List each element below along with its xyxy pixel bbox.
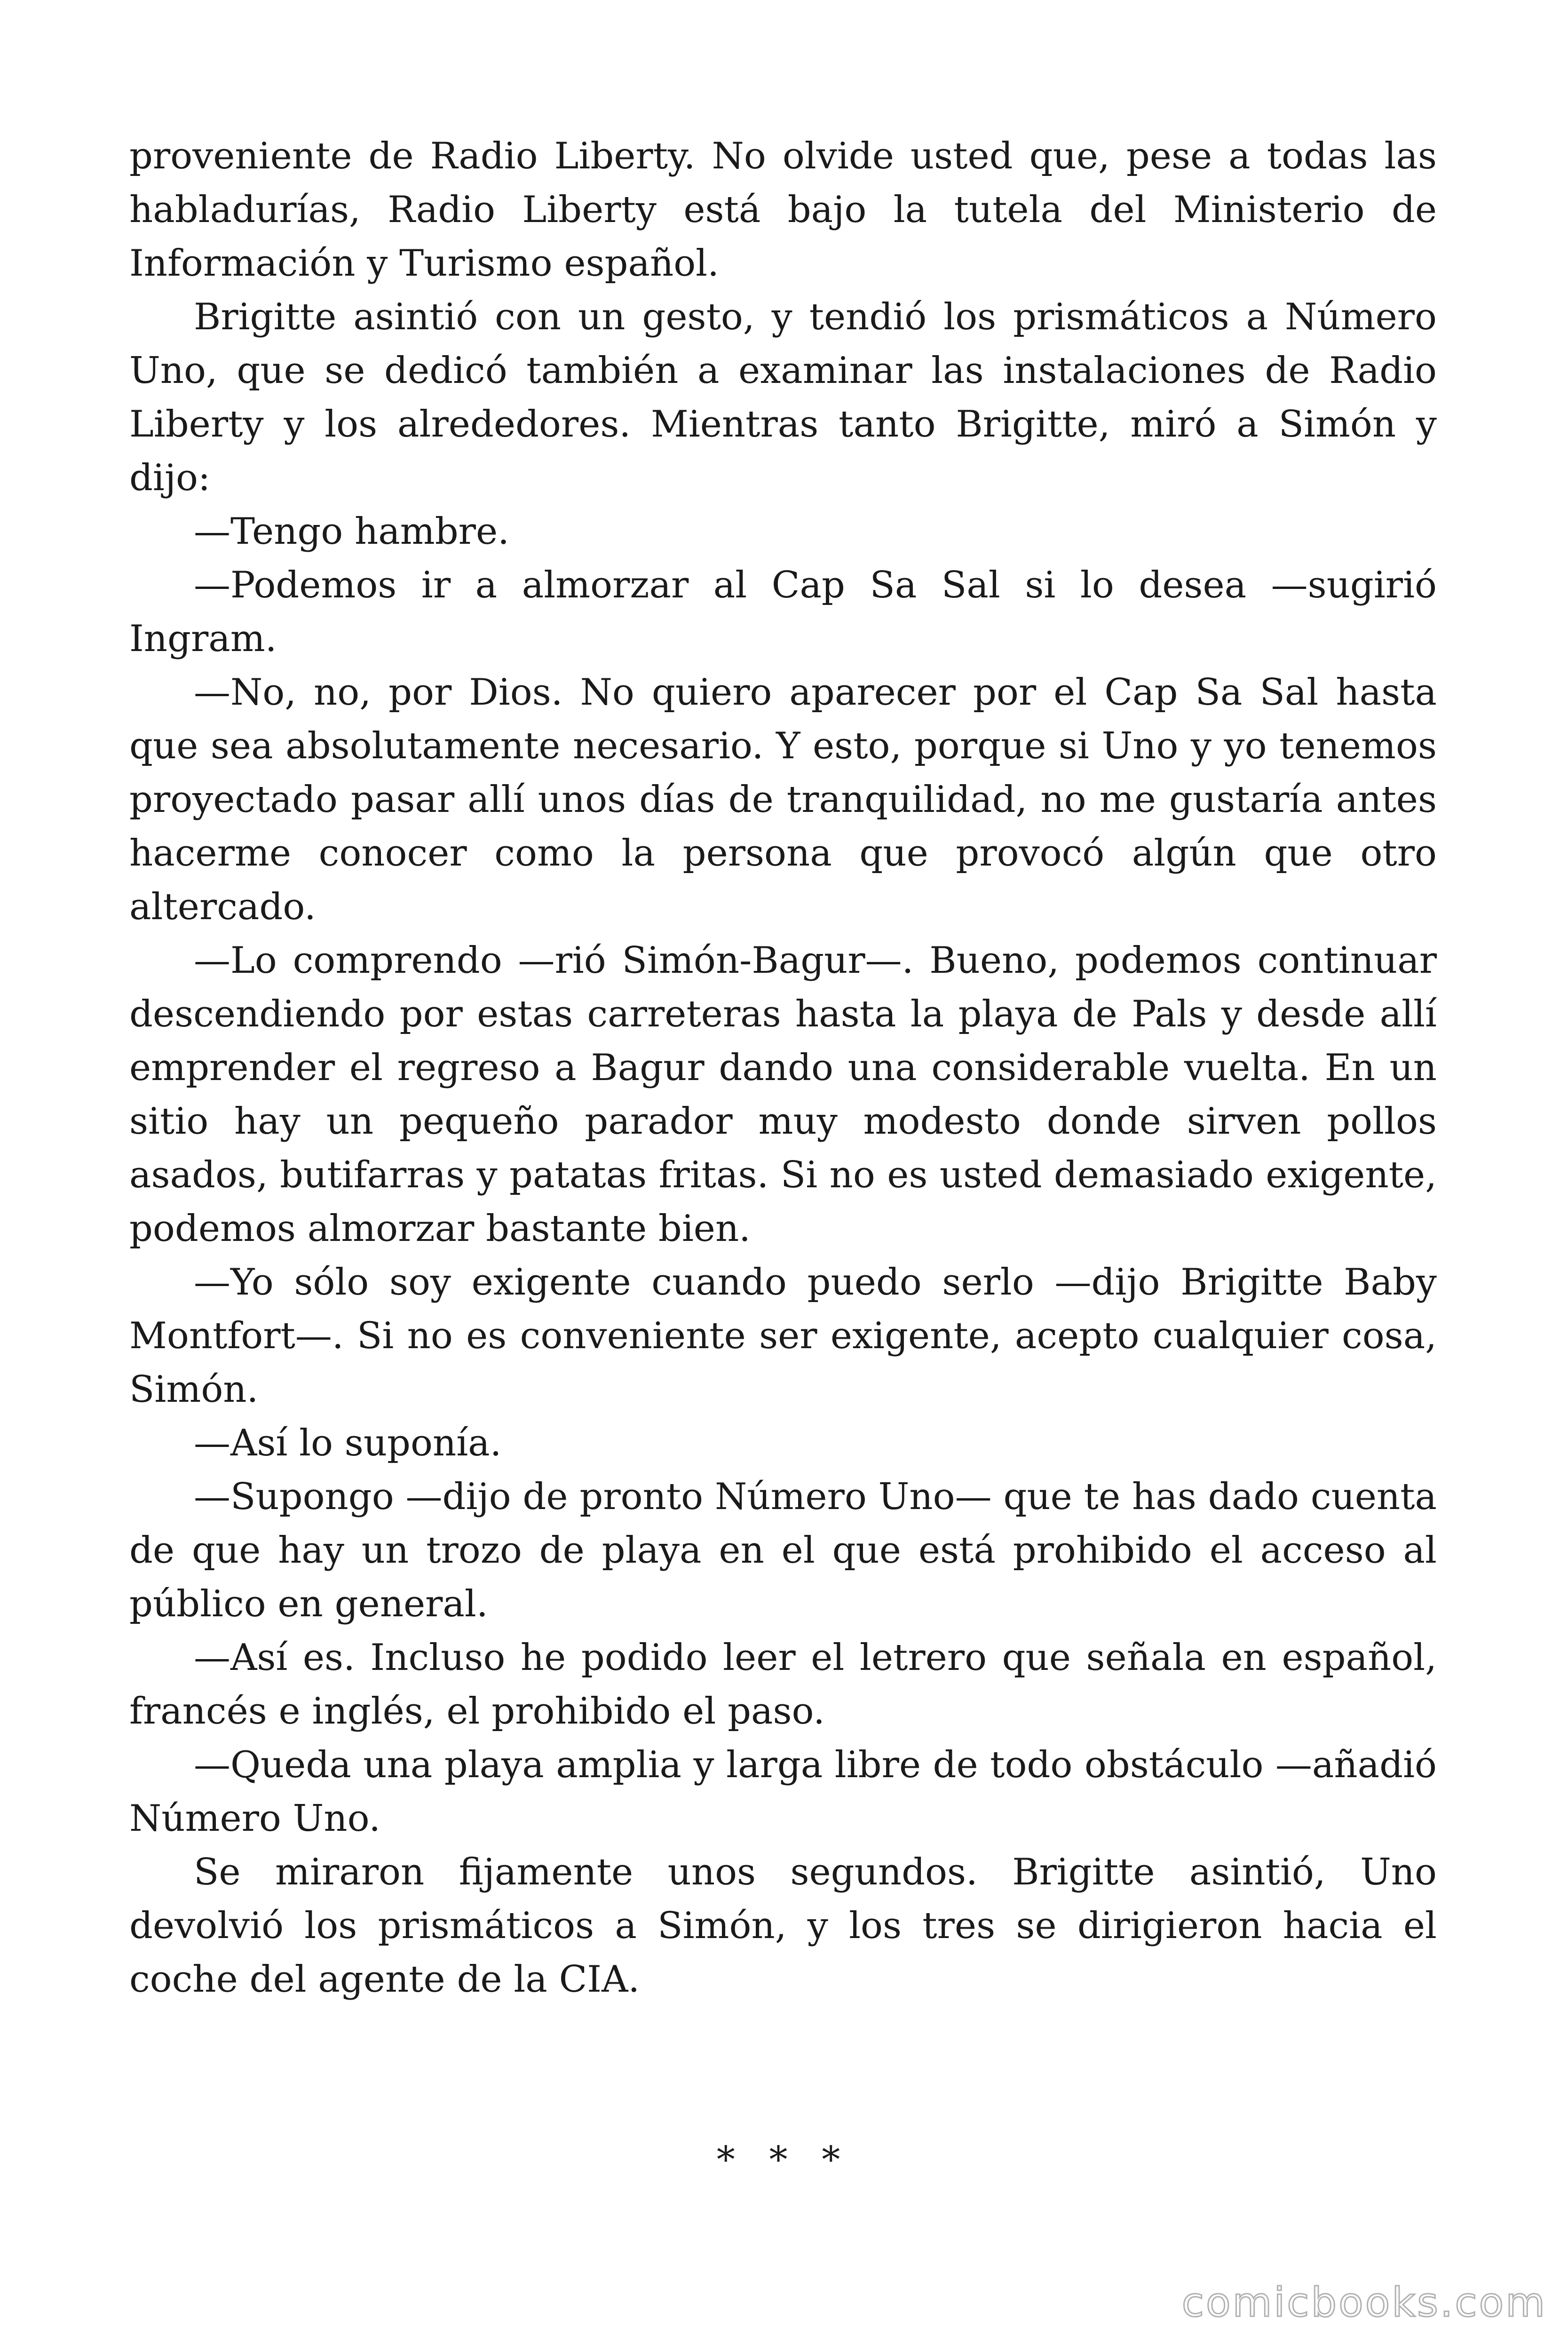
paragraph: —Queda una playa amplia y larga libre de todo obstáculo —añadió Número Uno. [129,1744,1437,1840]
watermark-logo: comicbooks.com [1181,2279,1547,2326]
paragraph: —Podemos ir a almorzar al Cap Sa Sal si lo desea —sugirió Ingram. [129,564,1437,660]
paragraph: —No, no, por Dios. No quiero aparecer por el Cap Sa Sal hasta que sea absolutamente necesario. Y esto, porque si Uno y yo tenemos proyectado pasar allí unos días de tranquilidad, no me gustaría antes hacerme conocer como la persona que provocó algún que otro altercado. [129,671,1437,928]
paragraph: —Así es. Incluso he podido leer el letrero que señala en español, francés e inglés, el prohibido el paso. [129,1637,1437,1732]
paragraph: Brigitte asintió con un gesto, y tendió los prismáticos a Número Uno, que se dedicó también a examinar las instalaciones de Radio Liberty y los alrededores. Mientras tanto Brigitte, miró a Simón y dijo: [129,296,1437,499]
body-text [129,129,1437,2006]
paragraph: —Yo sólo soy exigente cuando puedo serlo —dijo Brigitte Baby Montfort—. Si no es conveniente ser exigente, acepto cualquier cosa, Simón. [129,1261,1437,1411]
paragraph: —Así lo suponía. [194,1422,502,1464]
paragraph: Se miraron fijamente unos segundos. Brigitte asintió, Uno devolvió los prismáticos a Simón, y los tres se dirigieron hacia el coche del agente de la CIA. [129,1851,1437,2001]
scene-break: * * * [716,2139,852,2181]
paragraph: proveniente de Radio Liberty. No olvide usted que, pese a todas las habladurías, Radio Liberty está bajo la tutela del Ministerio de Información y Turismo español. [129,135,1437,285]
paragraph: —Lo comprendo —rió Simón-Bagur—. Bueno, podemos continuar descendiendo por estas carreteras hasta la playa de Pals y desde allí emprender el regreso a Bagur dando una considerable vuelta. En un sitio hay un pequeño parador muy modesto donde sirven pollos asados, butifarras y patatas fritas. Si no es usted demasiado exigente, podemos almorzar bastante bien. [129,939,1437,1250]
paragraph: —Tengo hambre. [194,510,509,553]
paragraph: —Supongo —dijo de pronto Número Uno— que te has dado cuenta de que hay un trozo de playa en el que está prohibido el acceso al público en general. [129,1476,1437,1625]
